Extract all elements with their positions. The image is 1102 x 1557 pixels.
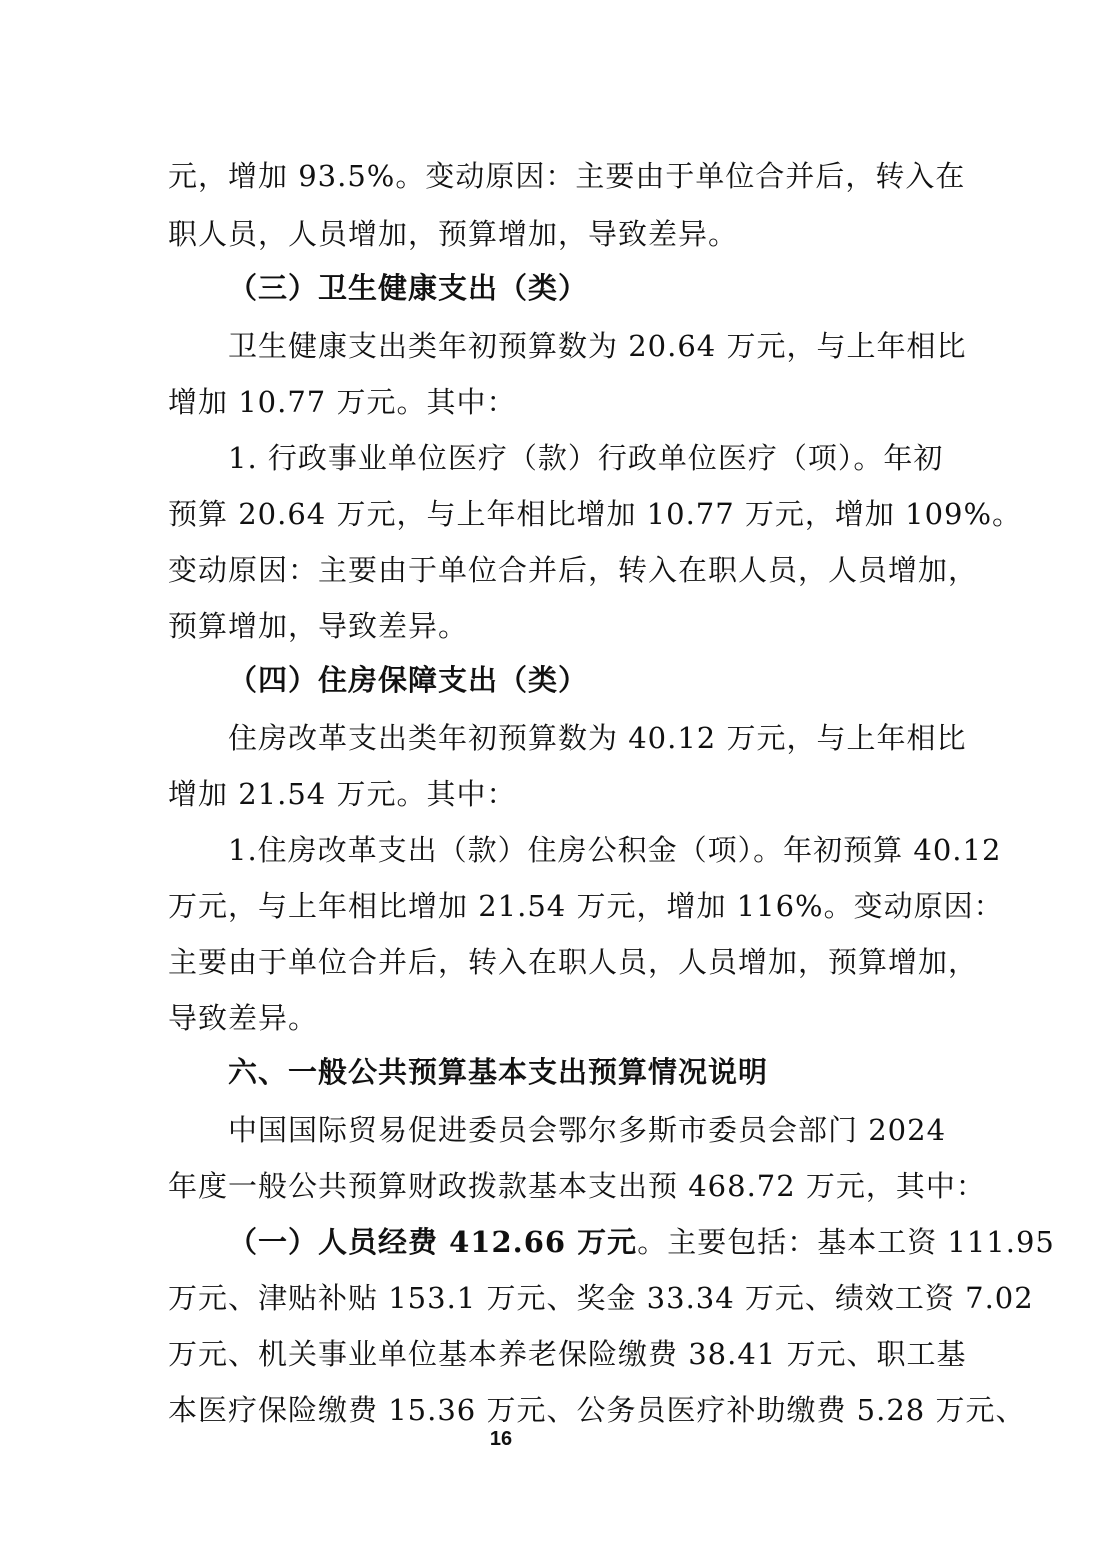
personnel-line — [228, 1222, 1055, 1262]
text-line: 1. 行政事业单位医疗（款）行政单位医疗（项）。年初 — [228, 441, 944, 475]
text-line: 增加 10.77 万元。其中： — [168, 385, 517, 419]
text-line: 中国国际贸易促进委员会鄂尔多斯市委员会部门 2024 — [228, 1113, 947, 1147]
text-line: 预算增加，导致差异。 — [168, 609, 469, 643]
text-line: 万元，与上年相比增加 21.54 万元，增加 116%。变动原因： — [168, 889, 1004, 923]
text-line: 万元、津贴补贴 153.1 万元、奖金 33.34 万元、绩效工资 7.02 — [168, 1281, 1034, 1315]
section-heading: （三）卫生健康支出（类） — [228, 271, 589, 305]
text-line: 万元、机关事业单位基本养老保险缴费 38.41 万元、职工基 — [168, 1337, 967, 1371]
text-line: 元，增加 93.5%。变动原因：主要由于单位合并后，转入在 — [168, 159, 966, 193]
page-number: 16 — [489, 1428, 513, 1450]
text-line: 卫生健康支出类年初预算数为 20.64 万元，与上年相比 — [228, 329, 967, 363]
text-line: 住房改革支出类年初预算数为 40.12 万元，与上年相比 — [228, 721, 967, 755]
text-line: 职人员，人员增加，预算增加，导致差异。 — [168, 217, 739, 251]
text-line: 本医疗保险缴费 15.36 万元、公务员医疗补助缴费 5.28 万元、 — [168, 1393, 1026, 1427]
section-heading: （四）住房保障支出（类） — [228, 663, 589, 697]
text-line: 预算 20.64 万元，与上年相比增加 10.77 万元，增加 109%。 — [168, 497, 1023, 531]
text-line: 1.住房改革支出（款）住房公积金（项）。年初预算 40.12 — [228, 833, 1002, 867]
chapter-heading: 六、一般公共预算基本支出预算情况说明 — [228, 1055, 769, 1089]
text-line: 主要由于单位合并后，转入在职人员，人员增加，预算增加， — [168, 945, 979, 979]
text-line: 导致差异。 — [168, 1001, 319, 1035]
personnel-heading: （一）人员经费 412.66 万元 — [228, 1225, 638, 1259]
text-line: 变动原因：主要由于单位合并后，转入在职人员，人员增加， — [168, 553, 979, 587]
personnel-text: 。主要包括：基本工资 111.95 — [637, 1225, 1055, 1259]
text-line: 年度一般公共预算财政拨款基本支出预 468.72 万元，其中： — [168, 1169, 986, 1203]
text-line: 增加 21.54 万元。其中： — [168, 777, 517, 811]
